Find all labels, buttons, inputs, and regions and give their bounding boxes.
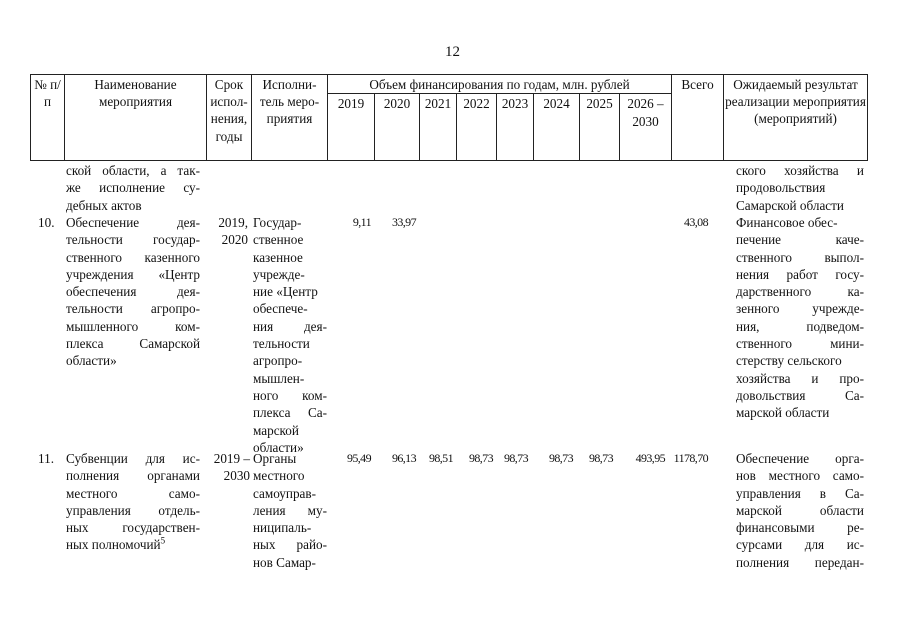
row-11-term: [206, 450, 250, 485]
header-year: 2019: [328, 94, 375, 161]
text-line: плекса Самарской: [66, 336, 200, 352]
text-line: нения работ госу-: [736, 266, 864, 282]
text-line: тельности: [253, 336, 310, 352]
text-line: местного само-: [66, 485, 200, 501]
text-line: довольствия Са-: [736, 387, 864, 403]
text-line: марской: [253, 422, 299, 438]
row-10-result: [736, 214, 864, 422]
row-11-value-2020: 96,13: [391, 451, 416, 465]
text-line: ния, подведом-: [736, 318, 864, 334]
continuation-result: [736, 162, 864, 214]
header-year: 2026 – 2030: [620, 94, 672, 161]
text-line: ственного выпол-: [736, 249, 864, 265]
header-funding: Объем финансирования по годам, млн. рублей: [328, 75, 672, 94]
row-11-total: 1178,70: [673, 451, 708, 465]
header-year: 2020: [375, 94, 420, 161]
text-line: 2030: [223, 468, 250, 484]
text-line: ния дея-: [253, 318, 327, 334]
row-10-term: [206, 214, 248, 249]
text-line: дебных актов: [66, 197, 142, 213]
text-line: полнения передан-: [736, 554, 864, 570]
text-line: нов местного само-: [736, 468, 864, 484]
text-line: печение каче-: [736, 232, 864, 248]
text-line: сурсами для ис-: [736, 537, 864, 553]
text-line: нов Самар-: [253, 554, 316, 570]
text-line: самоуправ-: [253, 485, 317, 501]
text-line: Самарской области: [736, 197, 844, 213]
text-line: плекса Са-: [253, 405, 327, 421]
continuation-name: [66, 162, 200, 214]
row-10-executor: [253, 214, 327, 456]
row-10-name: [66, 214, 200, 370]
row-11-value-2021: 98,51: [428, 451, 453, 465]
header-total: Всего: [672, 75, 724, 161]
header-result: Ожидаемый результат реализации мероприятия (мероприятий): [724, 75, 868, 161]
text-line: ственного мини-: [736, 336, 864, 352]
row-10-value-2019: 9,11: [352, 215, 371, 229]
text-line: продовольствия: [736, 180, 826, 196]
text-line: марской области: [736, 405, 830, 421]
row-11-value-2025: 98,73: [588, 451, 613, 465]
text-line: Органы: [253, 451, 297, 466]
text-line: управления в Са-: [736, 485, 864, 501]
row-10-value-2020: 33,97: [391, 215, 416, 229]
row-11-num: 11.: [38, 451, 54, 466]
text-line: ного ком-: [253, 387, 327, 403]
text-line: мышленного ком-: [66, 318, 200, 334]
text-line: мышлен-: [253, 370, 305, 386]
row-11-value-2026-2030: 493,95: [635, 451, 665, 465]
text-line: Субвенции для ис-: [66, 451, 200, 466]
text-line: ных полномочий: [66, 537, 161, 553]
text-line: дарственного ка-: [736, 284, 864, 300]
row-11-value-2023: 98,73: [503, 451, 528, 465]
text-line: обеспечения дея-: [66, 284, 200, 300]
text-line: 2020: [221, 232, 248, 248]
row-10-num: 10.: [38, 215, 55, 230]
header-year: 2024: [534, 94, 580, 161]
text-line: ных райо-: [253, 537, 327, 553]
text-line: ления му-: [253, 502, 327, 518]
text-line: ниципаль-: [253, 520, 312, 536]
text-line: казенное: [253, 249, 303, 265]
header-year: 2023: [497, 94, 534, 161]
header-year: 2021: [420, 94, 457, 161]
text-line: тельности агропро-: [66, 301, 200, 317]
row-11-result: [736, 450, 864, 571]
header-year: 2022: [457, 94, 497, 161]
text-line: Обеспечение орга-: [736, 451, 864, 466]
text-line: ственное: [253, 232, 304, 248]
text-line: ственного казенного: [66, 249, 200, 265]
text-line: управления отдель-: [66, 502, 200, 518]
text-line: местного: [253, 468, 305, 484]
text-line: учрежде-: [253, 266, 305, 282]
text-line: Финансовое обес-: [736, 215, 838, 230]
page-number: 12: [445, 44, 460, 60]
footnote-mark: 5: [160, 536, 166, 547]
row-11-value-2024: 98,73: [548, 451, 573, 465]
text-line: [66, 536, 200, 553]
text-line: зенного учрежде-: [736, 301, 864, 317]
table-header: [30, 74, 868, 161]
header-name: Наименование мероприятия: [65, 75, 207, 161]
header-executor: Исполни-тель меро-приятия: [252, 75, 328, 161]
row-11-executor: [253, 450, 327, 571]
text-line: тельности государ-: [66, 232, 200, 248]
text-line: ского хозяйства и: [736, 163, 864, 178]
text-line: Государ-: [253, 215, 302, 230]
text-line: хозяйства и про-: [736, 370, 864, 386]
text-line: ние «Центр: [253, 284, 318, 300]
text-line: финансовыми ре-: [736, 520, 864, 536]
row-11-value-2022: 98,73: [468, 451, 493, 465]
row-11-name: [66, 450, 200, 554]
header-term: Срок испол-нения, годы: [207, 75, 252, 161]
text-line: области»: [253, 439, 304, 455]
text-line: полнения органами: [66, 468, 200, 484]
row-11-value-2019: 95,49: [346, 451, 371, 465]
text-line: ской области, а так-: [66, 163, 200, 178]
text-line: области»: [66, 353, 117, 369]
header-year: 2025: [580, 94, 620, 161]
text-line: марской области: [736, 502, 864, 518]
text-line: 2019 –: [213, 451, 250, 466]
text-line: ных государствен-: [66, 520, 200, 536]
text-line: же исполнение су-: [66, 180, 200, 196]
text-line: Обеспечение дея-: [66, 215, 200, 230]
text-line: стерству сельского: [736, 353, 842, 369]
row-10-total: 43,08: [683, 215, 708, 229]
text-line: 2019,: [218, 215, 248, 230]
text-line: обеспече-: [253, 301, 308, 317]
text-line: агропро-: [253, 353, 303, 369]
text-line: учреждения «Центр: [66, 266, 200, 282]
header-num: № п/п: [31, 75, 65, 161]
